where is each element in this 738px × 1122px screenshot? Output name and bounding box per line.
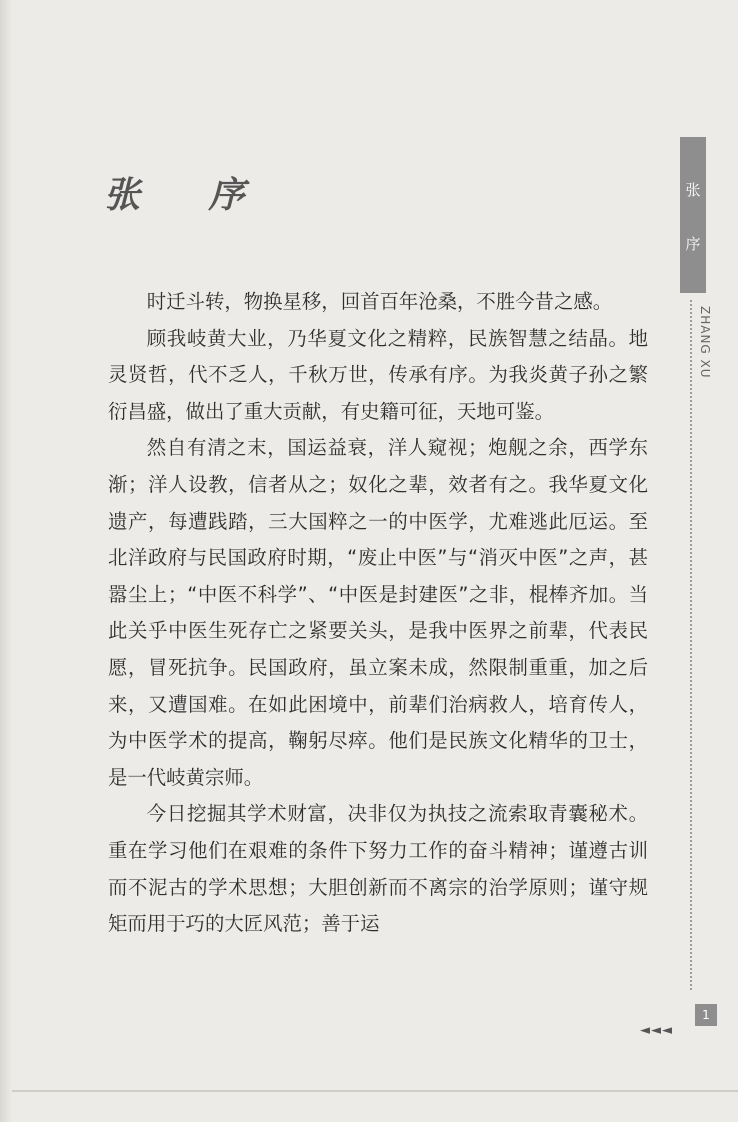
side-tab-latin: ZHANG XU: [698, 306, 712, 379]
page-title: 张 序: [104, 174, 273, 217]
paragraph-2: 顾我岐黄大业，乃华夏文化之精粹，民族智慧之结晶。地灵贤哲，代不乏人，千秋万世，传承有序。为我炎黄子孙之繁衍昌盛，做出了重大贡献，有史籍可征，天地可鉴。: [108, 326, 648, 423]
paragraph-1: 时迁斗转，物换星移，回首百年沧桑，不胜今昔之感。: [146, 290, 613, 313]
chapter-side-tab: [680, 137, 706, 293]
body-text: [108, 284, 648, 943]
paragraph-4: 今日挖掘其学术财富，决非仅为执技之流索取青囊秘术。重在学习他们在艰难的条件下努力工作的奋斗精神；谨遵古训而不泥古的学术思想；大胆创新而不离宗的治学原则；谨守规矩而用于巧的大匠风范；善于运: [108, 802, 648, 936]
margin-dotted-line: [690, 300, 692, 990]
side-tab-char-1: 张: [685, 181, 701, 199]
side-tab-char-2: 序: [685, 235, 701, 253]
page-number: 1: [695, 1004, 717, 1026]
page-binding-edge: [0, 0, 12, 1122]
page-bottom-divider: [12, 1090, 738, 1092]
paragraph-3: 然自有清之末，国运益衰，洋人窥视；炮舰之余，西学东渐；洋人设教，信者从之；奴化之辈，效者有之。我华夏文化遗产，每遭践踏，三大国粹之一的中医学，尤难逃此厄运。至北洋政府与民国政府时期，“废止中医”与“消灭中医”之声，甚嚣尘上；“中医不科学”、“中医是封建医”之非，棍棒齐加。当此关乎中医生死存亡之紧要关头，是我中医界之前辈，代表民愿，冒死抗争。民国政府，虽立案未成，然限制重重，加之后来，又遭国难。在如此困境中，前辈们治病救人，培育传人，为中医学术的提高，鞠躬尽瘁。他们是民族文化精华的卫士，是一代岐黄宗师。: [108, 436, 648, 789]
nav-arrows-icon: ◄◄◄: [640, 1023, 673, 1038]
